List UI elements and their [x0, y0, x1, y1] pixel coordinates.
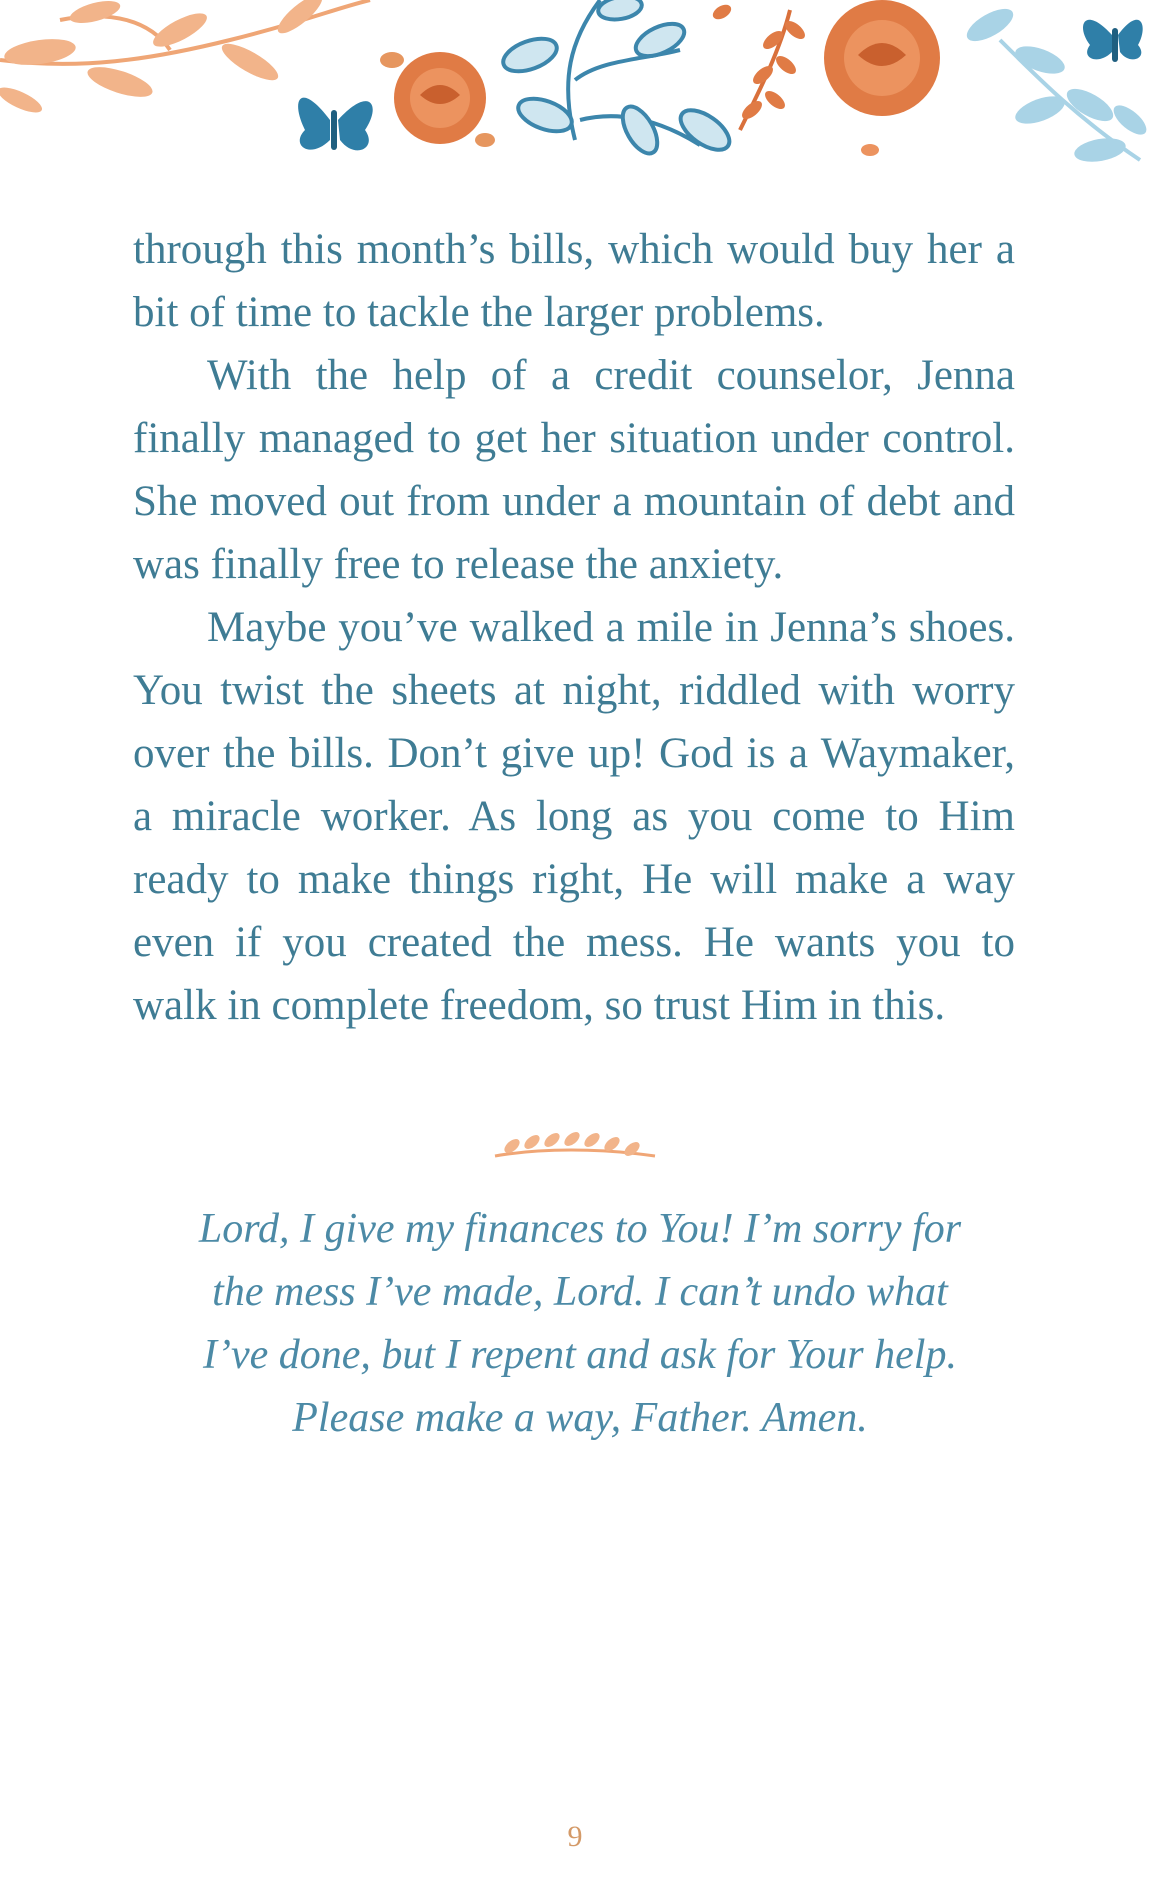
- prayer-line: I’ve done, but I repent and ask for Your help.: [203, 1332, 957, 1378]
- light-blue-branch-icon: [962, 2, 1149, 165]
- orange-rose-icon: [380, 52, 495, 147]
- page-number: 9: [567, 1820, 583, 1853]
- butterfly-icon: [1083, 20, 1143, 62]
- body-text: [133, 218, 1015, 1037]
- body-paragraph: With the help of a credit counselor, Jenna finally managed to get her situation under control. She moved out from under a mountain of debt and was finally free to release the anxiety.: [133, 352, 1015, 588]
- sprig-divider-icon: [490, 1128, 660, 1168]
- prayer-line: the mess I’ve made, Lord. I can’t undo what: [212, 1269, 948, 1315]
- blue-leaf-branch-icon: [499, 0, 736, 159]
- peach-branch-icon: [0, 0, 370, 117]
- body-paragraph: Maybe you’ve walked a mile in Jenna’s shoes. You twist the sheets at night, riddled with worry over the bills. Don’t give up! God is a Waymaker, a miracle worker. As long as you come to Him ready to make things right, He will make a way even if you created the mess. He wants you to walk in complete freedom, so trust Him in this.: [133, 604, 1015, 1029]
- floral-header-illustration: [0, 0, 1149, 190]
- prayer-line: Please make a way, Father. Amen.: [292, 1395, 868, 1441]
- body-paragraph: through this month’s bills, which would buy her a bit of time to tackle the larger problems.: [133, 226, 1015, 336]
- prayer-block: [130, 1198, 1030, 1450]
- prayer-line: Lord, I give my finances to You! I’m sorry for: [198, 1206, 962, 1252]
- orange-rose-icon: [824, 0, 940, 116]
- butterfly-icon: [298, 98, 373, 151]
